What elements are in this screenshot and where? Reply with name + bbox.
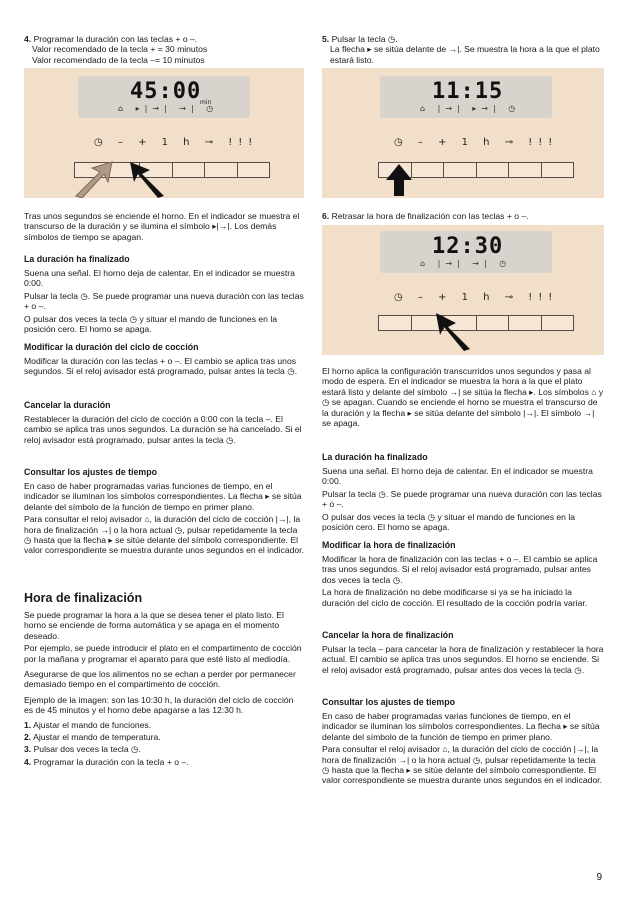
key-minus[interactable] [412,163,445,177]
section-title: Hora de finalización [24,591,143,605]
oven-panel-illustration-1 [24,68,304,198]
section-modificar-duracion: Modificar la duración del ciclo de cocción Modificar la duración con las teclas + o –. El cambio se aplica tras unos segundos. Si el reloj avisador está programado, pulsar antes la tecla ◷. [24,342,298,377]
display-screen [78,76,250,118]
key-childlock[interactable] [509,163,542,177]
page-number: 9 [596,872,602,883]
key-labels: ◷ – + 1 h ⊸ !!! [94,137,259,148]
touch-keys [378,315,574,331]
text-horno-aplica: El horno aplica la configuración transcurridos unos segundos y pasa al modo de espera. En el indicador se muestra la hora a la que el plato estará listo y delante del símbolo →| se sitúa la flecha ▸. Los símbolos ⌂ y ◷ se apagan. Cuando se enciende el horno se muestra el transcurso de la duración y la flecha ▸ se sitúa delante del símbolo |→|. El símbolo →| se apaga. [322,366,604,429]
steps-list [24,720,304,768]
section-cancelar-duracion: Cancelar la duración Restablecer la duración del ciclo de cocción a 0:00 con la tecla –. El cambio se aplica tras unos segundos. La duración se ha cancelado. Si el reloj avisador está programado, pulsar antes la tecla ◷. [24,400,302,445]
section-consultar-ajustes: Consultar los ajustes de tiempo En caso de haber programadas varias funciones de tiempo, en el indicador se iluminan los símbolos correspondientes. La flecha ▸ se sitúa delante del símbolo de la función de tiempo en primer plano. Para consultar el reloj avisador ⌂, la duración del ciclo de cocción |→|, la hora de finalización →| o la hora actual ◷, pulsar repetidamente la tecla ◷ hasta que la flecha ▸ se sitúe delante del símbolo correspondiente. El valor correspondiente se muestra durante unos segundos en el indicador. [24,467,304,556]
section-cancelar-hora: Cancelar la hora de finalización Pulsar la tecla – para cancelar la hora de finalización y restablecer la hora actual. El cambio se aplica tras unos segundos. El horno se enciende. Si el reloj avisador está programado, pulsar antes dos veces la tecla ◷. [322,630,604,675]
key-fast-heat[interactable] [542,316,574,330]
oven-panel-illustration-2 [322,68,604,198]
display-digits: 45:00 [130,79,202,104]
arrow-black-up-icon [384,162,414,198]
key-1h[interactable] [477,163,510,177]
arrow-black-icon [430,311,476,351]
display-digits: 12:30 [432,234,504,259]
key-fast-heat[interactable] [238,163,270,177]
key-plus[interactable] [444,163,477,177]
arrow-black-icon [124,160,170,198]
key-fast-heat[interactable] [542,163,574,177]
step-6-retrasar-hora: 6. Retrasar la hora de finalización con las teclas + o –. [322,211,529,221]
list-item: 3. Pulsar dos veces la tecla ◷. [24,744,141,755]
key-childlock[interactable] [509,316,542,330]
list-item: 2. Ajustar el mando de temperatura. [24,732,161,743]
time-symbols: ⌂ |→| →| ◷ [420,259,512,268]
display-screen [380,231,552,273]
section-duracion-finalizada: La duración ha finalizado Suena una señal. El horno deja de calentar. En el indicador se muestra 0:00. Pulsar la tecla ◷. Se puede programar una nueva duración con las teclas + o –. O pulsar dos veces la tecla ◷ y situar el mando de funciones en la posición cero. El horno se apaga. [322,452,602,533]
section-consultar-ajustes: Consultar los ajustes de tiempo En caso de haber programadas varias funciones de tiempo, en el indicador se iluminan los símbolos correspondientes. La flecha ▸ se sitúa delante del símbolo de la función de tiempo en primer plano. Para consultar el reloj avisador ⌂, la duración del ciclo de cocción |→|, la hora de finalización →| o la hora actual ◷, pulsar repetidamente la tecla ◷ hasta que la flecha ▸ se sitúe delante del símbolo correspondiente. El valor correspondiente se muestra durante unos segundos en el indicador. [322,697,602,786]
list-item: 1. Ajustar el mando de funciones. [24,719,152,730]
display-unit: min [200,99,212,106]
key-labels: ◷ – + 1 h ⊸ !!! [394,137,559,148]
section-modificar-hora: Modificar la hora de finalización Modificar la hora de finalización con las teclas + o –. El cambio se aplica tras unos segundos. Si el reloj avisador está programado, pulsar antes dos veces la tecla ◷. La hora de finalización no debe modificarse si ya se ha iniciado la duración del ciclo de cocción. El resultado de la cocción podría variar. [322,540,598,608]
text-tras-unos-segundos: Tras unos segundos se enciende el horno. En el indicador se muestra el transcurso de la duración y se ilumina el símbolo ▸|→|. Los demás símbolos de tiempo se apagan. [24,211,300,242]
key-1h[interactable] [477,316,510,330]
time-symbols: ⌂ |→| ▸→| ◷ [420,104,521,113]
section-duracion-finalizada: La duración ha finalizado Suena una señal. El horno deja de calentar. En el indicador se muestra 0:00. Pulsar la tecla ◷. Se puede programar una nueva duración con las teclas + o –. O pulsar dos veces la tecla ◷ y situar el mando de funciones en la posición cero. El horno se apaga. [24,254,304,335]
step-5-pulsar-tecla: 5. Pulsar la tecla ◷. La flecha ▸ se sitúa delante de →|. Se muestra la hora a la que el plato estará listo. [322,34,600,65]
arrow-gray-icon [70,160,124,198]
time-symbols: ⌂ ▸|→| →| ◷ [118,104,219,113]
list-item: 4. Programar la duración con la tecla + o –. [24,756,189,767]
section-hora-finalizacion: Hora de finalización Se puede programar la hora a la que se desea tener el plato listo. El horno se enciende de forma automática y se apaga en el momento deseado. Por ejemplo, se puede introducir el plato en el compartimento de cocción por la mañana y programar el aparato para que esté listo al mediodía. Asegurarse de que los alimentos no se echan a perder por permanecer demasiado tiempo en el compartimento de cocción. Ejemplo de la imagen: son las 10:30 h, la duración del ciclo de cocción es de 45 minutos y el horno debe apagarse a las 12:30 h. 1. Ajustar el mando de funciones. 2. Ajustar el mando de temperatura. 3. Pulsar dos veces la tecla ◷. 4. Programar la duración con la tecla + o –. [24,591,304,769]
display-digits: 11:15 [432,79,504,104]
key-labels: ◷ – + 1 h ⊸ !!! [394,292,559,303]
key-childlock[interactable] [205,163,238,177]
display-screen [380,76,552,118]
key-1h[interactable] [173,163,206,177]
step-4-programar-duracion: 4. Programar la duración con las teclas + o –. Valor recomendado de la tecla + = 30 minutos Valor recomendado de la tecla –= 10 minutos [24,34,208,65]
oven-panel-illustration-3 [322,225,604,355]
key-clock[interactable] [379,316,412,330]
